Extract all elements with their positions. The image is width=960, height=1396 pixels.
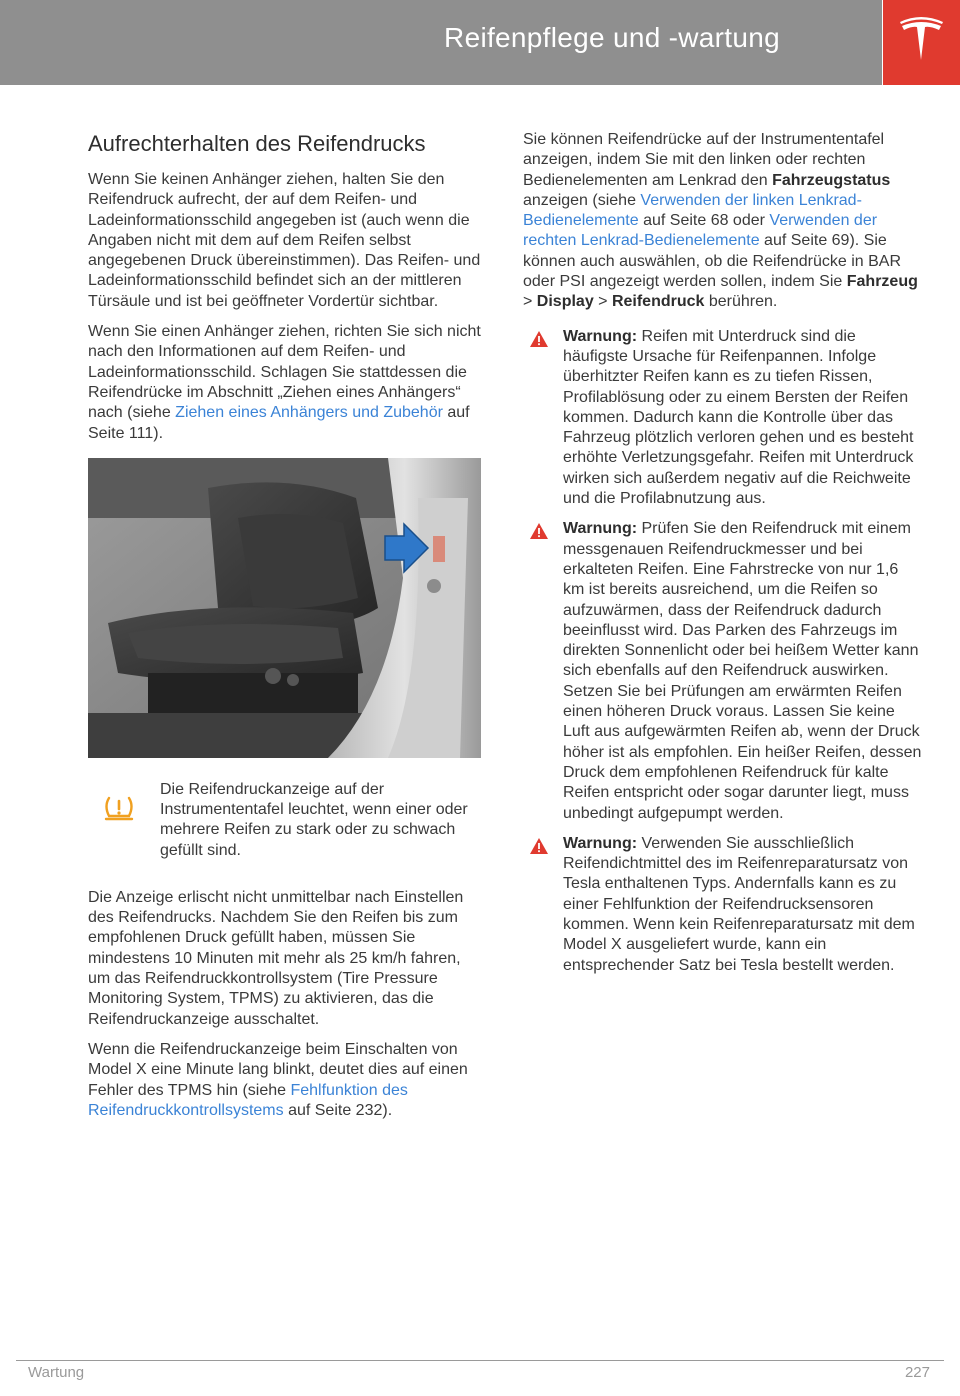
car-seat-door-pillar-image — [88, 458, 481, 758]
ui-term-display: Display — [536, 293, 594, 311]
ui-term-fahrzeugstatus: Fahrzeugstatus — [772, 171, 891, 189]
page-header-title: Reifenpflege und -wartung — [444, 22, 780, 53]
warning-triangle-icon — [529, 522, 549, 540]
right-column — [523, 130, 923, 986]
indicator-text: Die Reifendruckanzeige auf der Instrumententafel leuchtet, wenn einer oder mehrere Reifen zu stark oder zu schwach gefüllt sind. — [160, 780, 468, 859]
footer-divider — [16, 1360, 944, 1361]
tesla-logo-icon — [883, 0, 960, 85]
link-linke-lenkrad-bedienelemente[interactable]: Verwenden der linken Lenkrad-Bedienelemente — [523, 191, 862, 230]
paragraph: Die Anzeige erlischt nicht unmittelbar nach Einstellen des Reifendrucks. Nachdem Sie den Reifen bis zum empfohlenen Druck gefüllt haben, müssen Sie mindestens 10 Minuten mit mehr als 25 km/h fahren, um das Reifendruckkontrollsystem (Tire Pressure Monitoring System, TPMS) zu aktivieren, das die Reifendruckanzeige ausschaltet. — [88, 888, 464, 1028]
link-rechte-lenkrad-bedienelemente[interactable]: Verwenden der rechten Lenkrad-Bedienelemente — [523, 212, 878, 250]
footer-section-name: Wartung — [28, 1364, 85, 1381]
link-ziehen-anhaenger[interactable]: Ziehen eines Anhängers und Zubehör — [175, 404, 443, 422]
warning-triangle-icon — [529, 837, 549, 855]
warning-pressure-check: Warnung: Prüfen Sie den Reifendruck mit einem messgenauen Reifendruckmesser und bei erkalteten Reifen. Eine Fahrstrecke von nur 1,6 km ist bereits ausreichend, um die Reifen so aufzuwärmen, dass der Reifendruck dadurch beeinflusst wird. Das Parken des Fahrzeugs im direkten Sonnenlicht oder bei heißem Wetter kann sich ebenfalls auf den Reifendruck auswirken. Setzen Sie bei Prüfungen am erwärmten Reifen einen höheren Druck voraus. Lassen Sie keine Luft aus aufgewärmten Reifen ab, wenn der Druck höher ist als empfohlen. Ein heißer Reifen, dessen Druck dem empfohlenen Reifendruck für kalte Reifen entspricht oder sogar darunter liegt, muss unbedingt aufgepumpt werden. — [523, 519, 923, 823]
warning-label: Warnung: — [563, 327, 638, 345]
paragraph: Wenn Sie einen Anhänger ziehen, richten Sie sich nicht nach den Informationen auf dem Reifen- und Ladeinformationsschild. Schlagen Sie stattdessen die Reifendrücke im Abschnitt „Ziehen eines Anhängers“ nach (siehe Ziehen eines Anhängers und Zubehör auf Seite 111). — [88, 323, 481, 442]
warning-triangle-icon — [529, 330, 549, 348]
paragraph: Wenn Sie keinen Anhänger ziehen, halten Sie den Reifendruck aufrecht, der auf dem Reifen- und Ladeinformationsschild angegeben ist (auch wenn die Angaben nicht mit dem auf dem Reifen selbst angegebenen Druck übereinstimmen). Das Reifen- und Ladeinformationsschild befindet sich an der mittleren Türsäule und ist bei geöffneter Vordertür sichtbar. — [88, 171, 481, 310]
warning-underinflation: Warnung: Reifen mit Unterdruck sind die häufigste Ursache für Reifenpannen. Infolge überhitzter Reifen kann es zu tiefen Rissen, Profilablösung oder zu einem Bersten der Reifen kommen. Dadurch kann die Kontrolle über das Fahrzeug plötzlich verloren gehen und es besteht erhöhte Verletzungsgefahr. Reifen mit Unterdruck wirken sich außerdem negativ auf die Reichweite und die Profilabnutzung aus. — [523, 327, 923, 510]
ui-term-fahrzeug: Fahrzeug — [846, 273, 918, 291]
left-column — [88, 130, 483, 1131]
ui-term-reifendruck: Reifendruck — [611, 293, 705, 311]
warning-sealant: Warnung: Verwenden Sie ausschließlich Reifendichtmittel des im Reifenreparatursatz von Tesla enthaltenen Typs. Andernfalls kann es zu einer Fehlfunktion der Reifendrucksensoren kommen. Wenn kein Reifenreparatursatz mit dem Model X ausgeliefert wurde, kann ein entsprechender Satz bei Tesla bestellt werden. — [523, 834, 923, 976]
paragraph: Wenn die Reifendruckanzeige beim Einschalten von Model X eine Minute lang blinkt, deutet dies auf einen Fehler des TPMS hin (siehe Fehlfunktion des Reifendruckkontrollsystems auf Seite 232). — [88, 1040, 468, 1119]
tesla-logo — [883, 0, 960, 85]
warning-label: Warnung: — [563, 834, 638, 852]
header-bar — [0, 0, 882, 85]
tpms-warning-icon — [104, 794, 134, 822]
warning-label: Warnung: — [563, 520, 638, 538]
tpms-indicator-note — [88, 780, 483, 870]
seat-illustration — [88, 458, 481, 758]
paragraph: Sie können Reifendrücke auf der Instrumententafel anzeigen, indem Sie mit den linken oder rechten Bedienelementen am Lenkrad den Fahrzeugstatus anzeigen (siehe Verwenden der linken Lenkrad-Bedienelemente auf Seite 68 oder Verwenden der rechten Lenkrad-Bedienelemente auf Seite 69). Sie können auch auswählen, ob die Reifendrücke in BAR oder PSI angezeigt werden sollen, indem Sie Fahrzeug > Display > Reifendruck berühren. — [523, 131, 918, 311]
link-tpms-fehlfunktion[interactable]: Fehlfunktion des Reifendruckkontrollsystems — [88, 1081, 408, 1119]
section-heading: Aufrechterhalten des Reifendrucks — [88, 131, 426, 156]
footer-page-number: 227 — [904, 1364, 930, 1381]
